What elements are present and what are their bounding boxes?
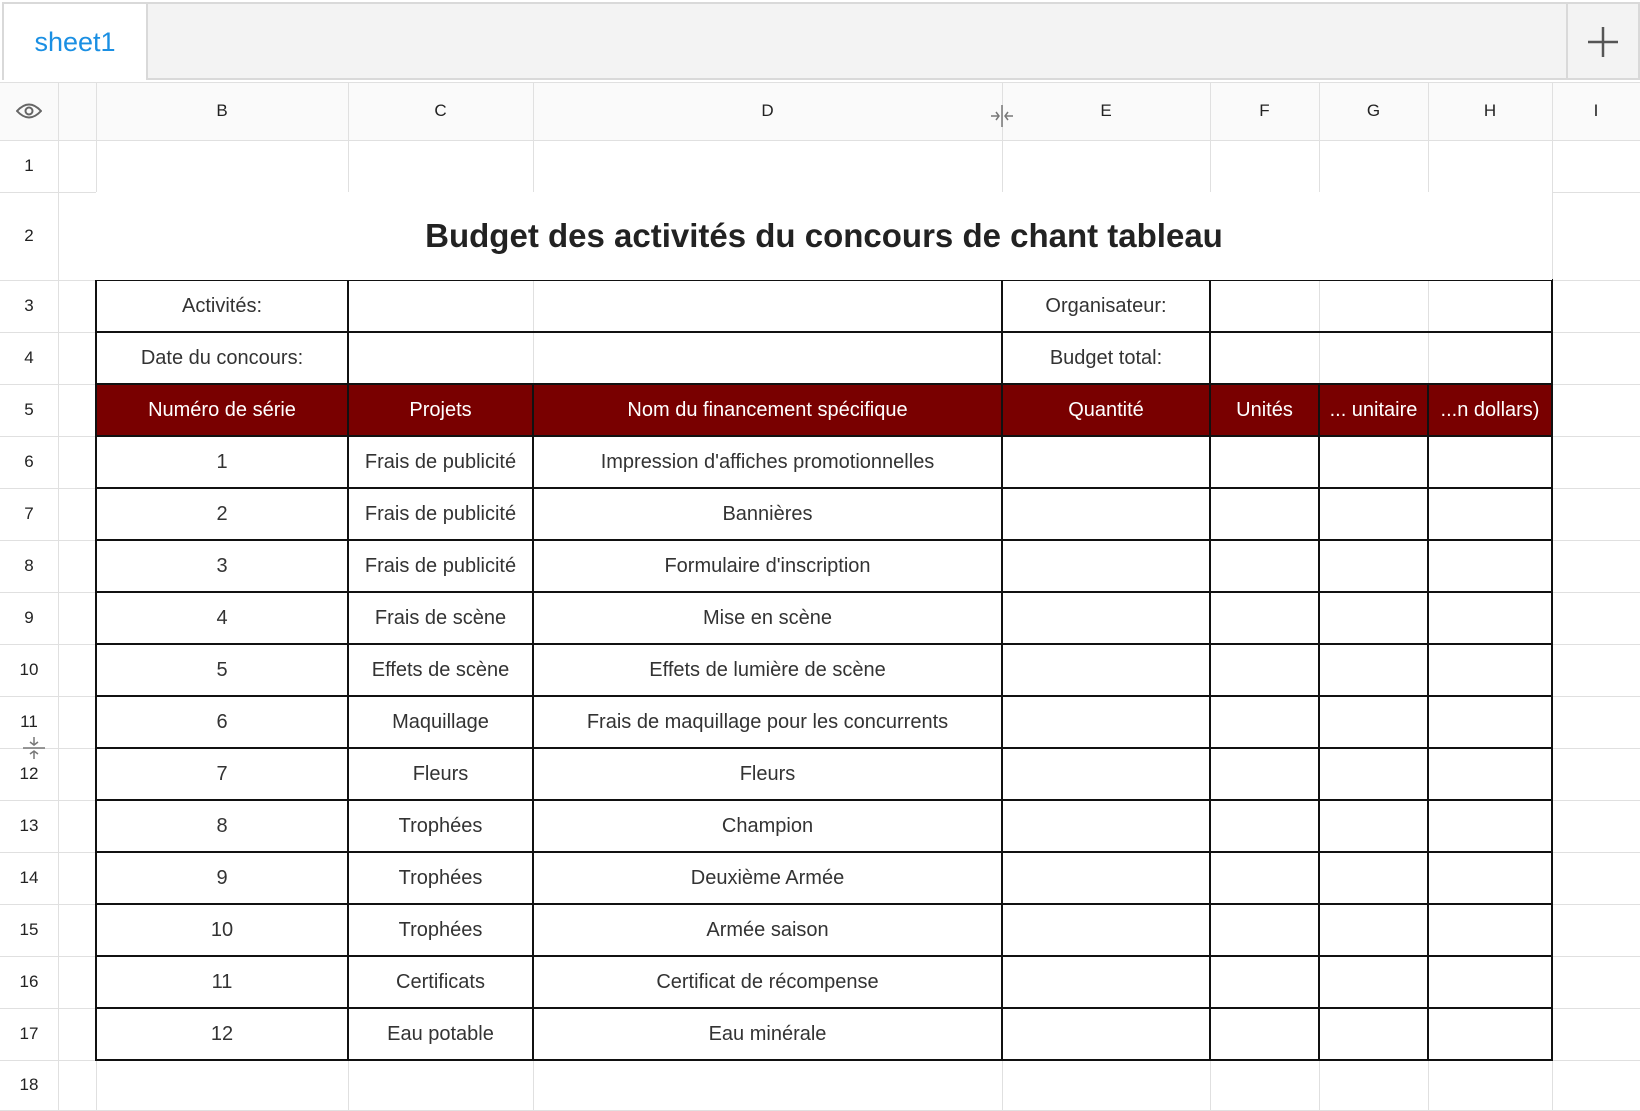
organizer-label: Organisateur: [1045, 294, 1167, 317]
table-cell[interactable]: 12 [210, 1022, 234, 1045]
table-cell[interactable]: Fleurs [739, 762, 796, 785]
table-cell[interactable]: Certificat de récompense [656, 970, 879, 993]
table-border [96, 435, 1553, 437]
column-header-d[interactable]: D [761, 101, 774, 120]
row-header-3[interactable]: 3 [24, 296, 34, 315]
table-cell[interactable]: 6 [216, 710, 228, 733]
table-cell[interactable]: Frais de scène [374, 606, 507, 629]
row-header-8[interactable]: 8 [24, 556, 34, 575]
table-cell[interactable]: 3 [216, 554, 228, 577]
table-cell[interactable]: Armée saison [706, 918, 829, 941]
row-header-5[interactable]: 5 [24, 400, 34, 419]
table-border [347, 384, 349, 1061]
table-cell[interactable]: Maquillage [392, 710, 489, 733]
row-header-1[interactable]: 1 [24, 156, 34, 175]
table-cell[interactable]: Trophées [398, 918, 483, 941]
table-border [1209, 384, 1211, 1061]
sheet-title: Budget des activités du concours de chant tableau [96, 192, 1552, 280]
table-cell[interactable]: Bannières [722, 502, 813, 525]
table-cell[interactable]: Impression d'affiches promotionnelles [600, 450, 935, 473]
table-cell[interactable]: Formulaire d'inscription [664, 554, 871, 577]
table-border [96, 1007, 1553, 1009]
table-header-cell: Quantité [1002, 384, 1210, 436]
column-header-b[interactable]: B [216, 101, 228, 120]
column-header-g[interactable]: G [1366, 101, 1381, 120]
table-border [1001, 384, 1003, 1061]
table-cell[interactable]: Trophées [398, 866, 483, 889]
table-cell[interactable]: Mise en scène [703, 606, 832, 629]
row-resize-icon[interactable] [21, 735, 47, 761]
table-header-cell: Numéro de série [96, 384, 348, 436]
table-header-cell: Nom du financement spécifique [533, 384, 1002, 436]
table-border [96, 1059, 1553, 1061]
table-cell[interactable]: Eau minérale [708, 1022, 827, 1045]
row-header-13[interactable]: 13 [19, 816, 39, 835]
table-border [95, 384, 97, 1061]
activities-label: Activités: [181, 294, 263, 317]
row-header-9[interactable]: 9 [24, 608, 34, 627]
row-header-2[interactable]: 2 [24, 226, 34, 245]
row-header-18[interactable]: 18 [19, 1075, 39, 1094]
table-border [96, 903, 1553, 905]
table-border [532, 384, 534, 1061]
add-sheet-button[interactable] [1566, 4, 1638, 80]
table-border [96, 591, 1553, 593]
table-border [1551, 280, 1553, 385]
table-cell[interactable]: Frais de maquillage pour les concurrents [586, 710, 949, 733]
table-border [96, 799, 1553, 801]
row-header-10[interactable]: 10 [19, 660, 39, 679]
tab-sheet1[interactable]: sheet1 [4, 4, 148, 80]
row-header-14[interactable]: 14 [19, 868, 39, 887]
row-header-15[interactable]: 15 [19, 920, 39, 939]
column-header-h[interactable]: H [1483, 101, 1497, 120]
table-header-cell: Unités [1210, 384, 1319, 436]
table-cell[interactable]: Frais de publicité [364, 450, 517, 473]
table-cell[interactable]: 7 [216, 762, 228, 785]
budget-label: Budget total: [1049, 346, 1163, 369]
table-border [96, 747, 1553, 749]
column-header-f[interactable]: F [1259, 101, 1270, 120]
table-border [96, 695, 1553, 697]
table-cell[interactable]: 8 [216, 814, 228, 837]
column-header-e[interactable]: E [1100, 101, 1112, 120]
table-border [96, 539, 1553, 541]
eye-icon [16, 102, 42, 120]
table-header-cell: ...n dollars) [1428, 384, 1552, 436]
table-cell[interactable]: Fleurs [412, 762, 469, 785]
sheet-tab-bar [2, 2, 1640, 80]
row-header-12[interactable]: 12 [19, 764, 39, 783]
row-header-11[interactable]: 11 [20, 712, 38, 731]
table-cell[interactable]: 9 [216, 866, 228, 889]
table-cell[interactable]: Frais de publicité [364, 554, 517, 577]
table-cell[interactable]: Certificats [396, 970, 485, 993]
table-cell[interactable]: Deuxième Armée [690, 866, 845, 889]
table-cell[interactable]: Frais de publicité [364, 502, 517, 525]
row-header-7[interactable]: 7 [24, 504, 34, 523]
show-hide-toggle[interactable] [0, 82, 58, 140]
plus-icon [1586, 25, 1620, 59]
table-cell[interactable]: Champion [721, 814, 814, 837]
table-cell[interactable]: 10 [210, 918, 234, 941]
table-cell[interactable]: 1 [216, 450, 228, 473]
table-cell[interactable]: Trophées [398, 814, 483, 837]
table-border [96, 643, 1553, 645]
table-cell[interactable]: Effets de scène [371, 658, 510, 681]
date-label: Date du concours: [140, 346, 304, 369]
table-border [1551, 384, 1553, 1061]
row-header-6[interactable]: 6 [24, 452, 34, 471]
column-header-i[interactable]: I [1593, 101, 1599, 120]
table-border [96, 487, 1553, 489]
table-cell[interactable]: 4 [216, 606, 228, 629]
grid-hline [0, 140, 1640, 141]
column-header-c[interactable]: C [434, 101, 447, 120]
table-border [1318, 384, 1320, 1061]
table-border [96, 851, 1553, 853]
row-header-17[interactable]: 17 [19, 1024, 39, 1043]
row-header-16[interactable]: 16 [19, 972, 39, 991]
table-cell[interactable]: 11 [211, 970, 233, 993]
table-cell[interactable]: Eau potable [387, 1022, 494, 1045]
table-header-cell: ... unitaire [1319, 384, 1428, 436]
table-border [96, 955, 1553, 957]
table-cell[interactable]: 5 [216, 658, 228, 681]
table-header-cell: Projets [348, 384, 533, 436]
table-cell[interactable]: Effets de lumière de scène [649, 658, 886, 681]
row-header-4[interactable]: 4 [24, 348, 34, 367]
table-cell[interactable]: 2 [216, 502, 228, 525]
column-resize-icon[interactable] [989, 103, 1015, 129]
table-border [1427, 384, 1429, 1061]
